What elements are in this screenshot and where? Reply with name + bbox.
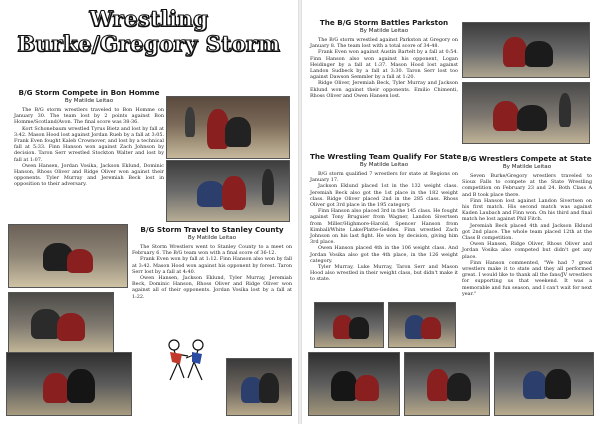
paragraph: Kort Schonebaum wrestled Tyrus Bietz and lost by fall at 3:42. Mason Hood lost against Jordan Rueb by a fall at 3:05. Frank Even fought Kaleb Crownover, and lost by a technical fall at 5:33. Finn Hanson won against Zach Johnson by decision. Taron Serr wrestled Stockton Walter and lost by fall at 1:07.	[14, 125, 164, 163]
byline-bon-homme: By Matilde Leitao	[64, 98, 114, 104]
byline-qualify: By Matilde Leitao	[359, 162, 409, 168]
paragraph: Frank Even won by fall at 1:12. Finn Hanson also won by fall at 3:42. Mason Hood won against his opponent by forest. Taron Serr lost by a fall at 4:40.	[132, 256, 292, 275]
photo-qualify-2	[388, 302, 456, 348]
paragraph: Owen Hansen, Ridge Oliver, Rhoss Oliver and Jordan Vosika also competed but didn't get any place.	[462, 241, 592, 260]
photo-state-2	[404, 352, 490, 416]
headline-qualify: The Wrestling Team Qualify For State	[310, 152, 462, 161]
photo-bon-homme-2	[166, 160, 290, 222]
photo-qualify-1	[314, 302, 384, 348]
paragraph: The B/G storm wrestled against Parkston at Gregory on January 8. The team lost with a total score of 34-48.	[310, 37, 458, 50]
paragraph: Owen Hanson placed 4th in the 106 weight class. And Jordan Vosika also got the 4th place, in the 126 weight category.	[310, 245, 458, 264]
paragraph: B/G storm qualified 7 wrestlers for state at Regions on January 17.	[310, 171, 458, 184]
left-page	[0, 0, 298, 424]
masthead	[8, 6, 290, 56]
photo-stanley-4	[226, 358, 292, 416]
article-parkston	[310, 18, 458, 99]
paragraph: Seven Burke/Gregory wrestlers traveled to Sioux Falls to compete at the State Wrestling competition on February 23 and 24. Both Class A and B took place there.	[462, 173, 592, 198]
paragraph: Jeremiah Beck placed 4th and Jackson Eklund got 2nd place. The whole team placed 12th at the Class B competition.	[462, 222, 592, 242]
paragraph: Frank Even won against Austin Bartelt by a fall at 0:54. Finn Hanson also won against his opponent, Logan Heidinger by a fall at 1:37. Mason Hood lost against Landon Sudbeck by a fall at 3:30. Taron Serr lost too against Dawson Semmler by a fall at 1:20.	[310, 49, 458, 81]
masthead-line-2: Burke/Gregory Storm	[17, 31, 281, 56]
masthead-line-1: Wrestling	[89, 6, 209, 31]
paragraph: Ridge Oliver, Jeremiah Beck, Tyler Murray and Jackson Eklund won against their opponents. Emilio Chimenti, Rhoss Oliver and Owen Hansen lost.	[310, 80, 458, 99]
photo-state-3	[494, 352, 594, 416]
photo-stanley-1	[8, 224, 128, 288]
photo-stanley-2	[8, 292, 114, 354]
paragraph: The B/G storm wrestlers traveled to Bon Homme on January 30. The team lost by 2 points against Bon Homme/Scotland/Avon. The final score was 38-36.	[14, 107, 164, 126]
photo-parkston-1	[462, 22, 590, 78]
paragraph: Finn Hanson also placed 3rd in the 145 class. He fought against Tony Bruguier from Wagner, Landon Sivertsen from Miller/Highmore-Harold, Spencer Hanson from Kimball/White Lake/Platte-Geddes. Finn wrestled Zach Johnson on his last fight. He won by decision, giving him 3rd place.	[310, 208, 458, 246]
article-state	[462, 154, 592, 297]
byline-state: By Matilde Leitao	[502, 164, 552, 170]
article-qualify	[310, 152, 462, 283]
paragraph: Finn Hanson commented, "We had 7 great wrestlers make it to state and they all performed great. I would like to thank all the fans/JV wrestlers for supporting us that weekend. It was a memorable and fun season, and I can't wait for next year."	[462, 259, 592, 297]
paragraph: Jackson Eklund placed 1st in the 132 weight class. Jeremiah Beck also got the 1st place in the 182 weight class. Ridge Oliver placed 2nd in the 285 class. Rhoss Oliver got 3rd place in the 195 category.	[310, 183, 458, 209]
photo-parkston-2	[462, 82, 590, 144]
paragraph: Owen Hansen, Jackson Eklund, Tyler Murray, Jeremiah Beck, Dominic Hanson, Rhoss Oliver and Ridge Oliver won against all of their opponents. Jordan Vosika lost by a fall at 1:22.	[132, 275, 292, 300]
article-bon-homme	[14, 88, 164, 188]
headline-bon-homme: B/G Storm Compete in Bon Homme	[18, 88, 160, 97]
paragraph: The Storm Wrestlers went to Stanley County to a meet on February 6. The B/G team won with a final score of 36-12.	[132, 244, 292, 257]
photo-stanley-3	[6, 352, 132, 416]
photo-state-1	[308, 352, 400, 416]
photo-bon-homme-1	[166, 96, 290, 159]
wrestlers-clipart-icon	[152, 336, 222, 384]
headline-state: B/G Wrestlers Compete at State	[462, 154, 592, 163]
paragraph: Finn Hanson lost against Landon Sivertsen on his first match. His second match was against Kaden Laubach and Finn won. On his third and final match he lost against Phil Fitch.	[462, 197, 592, 223]
paragraph: Owen Hansen, Jordan Vosika, Jackson Eklund, Dominic Hanson, Rhoss Oliver and Ridge Oliver won against their opponents. Tyler Murray and Jeremiah Beck lost in opposition to their adversary.	[14, 162, 164, 188]
article-stanley	[132, 225, 292, 300]
right-page	[302, 0, 600, 424]
headline-stanley: B/G Storm Travel to Stanley County	[140, 225, 284, 234]
headline-parkston: The B/G Storm Battles Parkston	[319, 18, 449, 27]
byline-stanley: By Matilde Leitao	[187, 235, 237, 241]
byline-parkston: By Matilde Leitao	[359, 28, 409, 34]
paragraph: Tyler Murray, Luke Murray, Taron Serr and Mason Hood also wrestled in their weight class, but didn't make it to state.	[310, 264, 458, 283]
